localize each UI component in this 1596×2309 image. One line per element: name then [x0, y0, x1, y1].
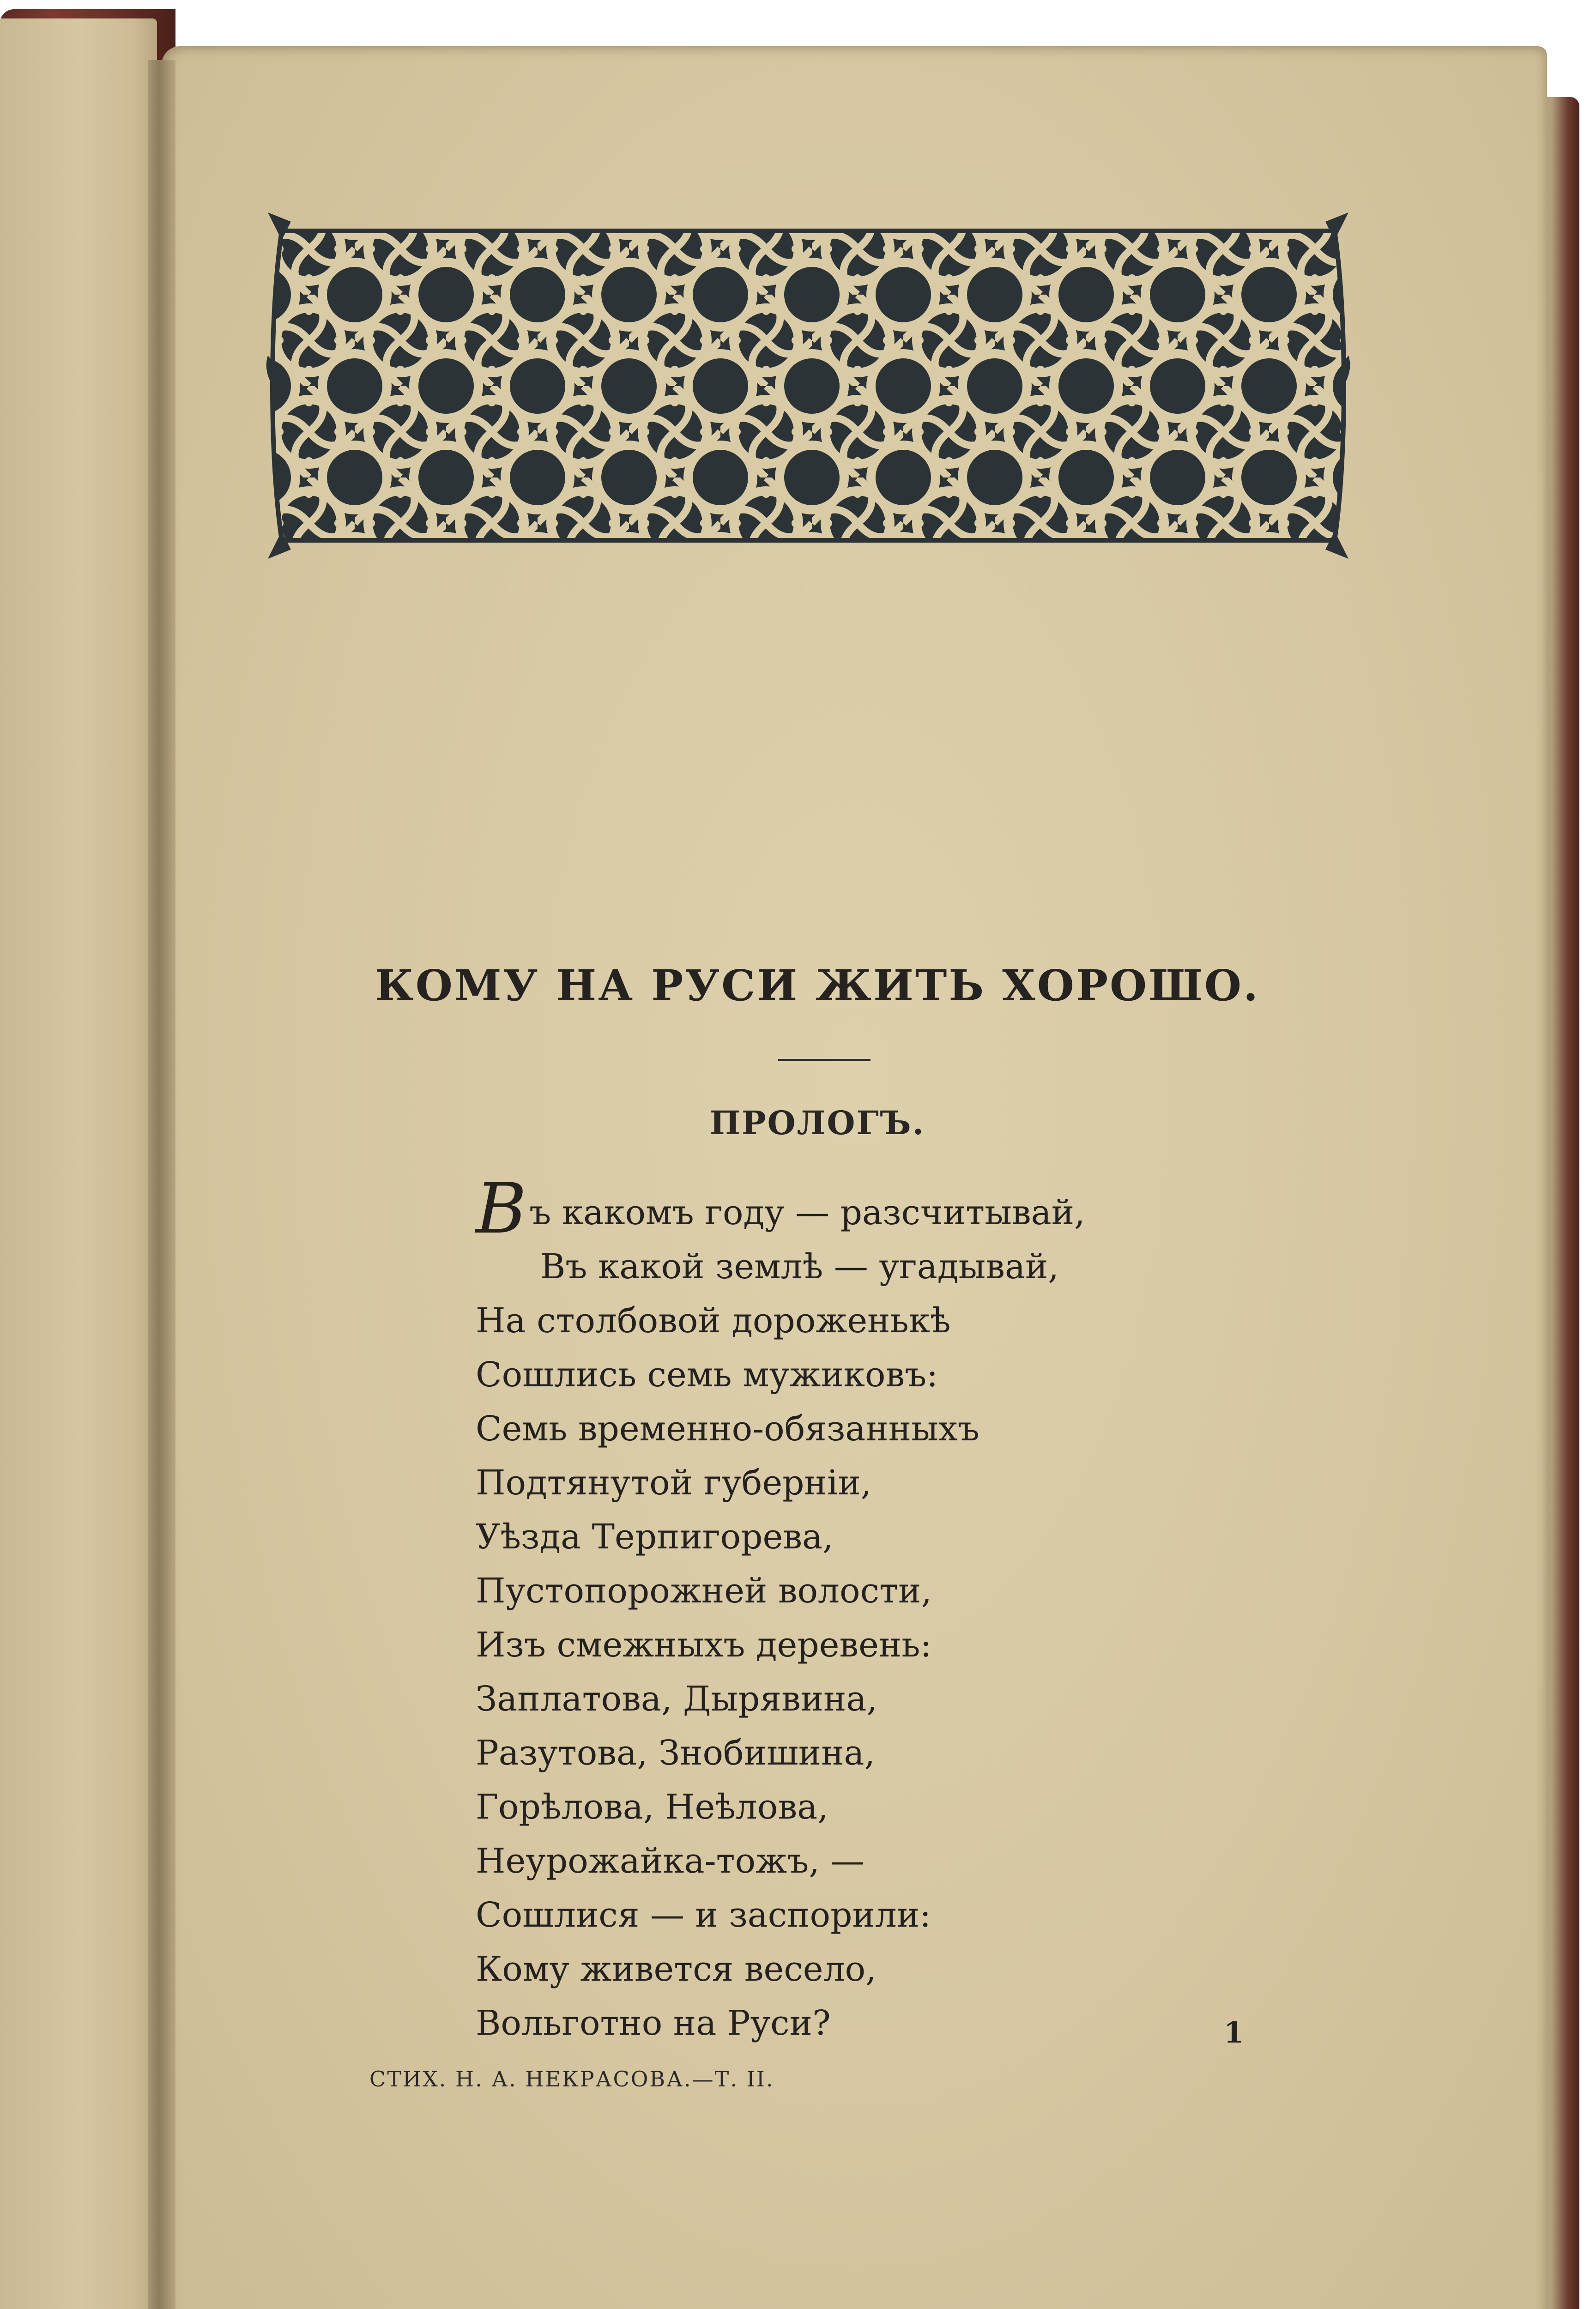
poem-text — [476, 1169, 1261, 2050]
poem-line: Уѣзда Терпигорева, — [476, 1517, 834, 1557]
book-gutter — [148, 60, 175, 2309]
title-divider — [778, 1059, 871, 1061]
drop-cap: В — [476, 1169, 527, 1249]
poem-line: Сошлись семь мужиковъ: — [476, 1355, 938, 1395]
poem-line: Горѣлова, Неѣлова, — [476, 1787, 828, 1827]
printer-signature: СТИХ. Н. А. НЕКРАСОВА.—Т. II. — [369, 2067, 774, 2091]
poem-line: Подтянутой губерніи, — [476, 1463, 872, 1503]
poem-line: Заплатова, Дырявина, — [476, 1679, 878, 1719]
poem-line-text: ъ какомъ году — разсчитывай, — [529, 1193, 1085, 1233]
poem-line: Вольготно на Руси? — [476, 2003, 831, 2043]
poem-line: Пустопорожней волости, — [476, 1571, 932, 1611]
poem-line: Неурожайка-тожъ, — — [476, 1841, 865, 1881]
poem-line: Изъ смежныхъ деревень: — [476, 1625, 932, 1665]
poem-line: Кому живется весело, — [476, 1949, 877, 1989]
poem-line: Сошлися — и заспорили: — [476, 1895, 931, 1935]
poem-line: Семь временно-обязанныхъ — [476, 1409, 979, 1449]
section-heading: ПРОЛОГЪ. — [709, 1104, 925, 1142]
poem-line — [476, 1169, 1261, 1249]
poem-line: Въ какой землѣ — угадывай, — [540, 1247, 1059, 1287]
left-page — [0, 18, 157, 2309]
poem-line: На столбовой дороженькѣ — [476, 1301, 951, 1341]
poem-title: КОМУ НА РУСИ ЖИТЬ ХОРОШО. — [375, 961, 1260, 1010]
interlace-knot-headpiece-icon — [263, 203, 1353, 568]
poem-line: Разутова, Знобишина, — [476, 1733, 876, 1773]
page-number: 1 — [1224, 2016, 1244, 2049]
